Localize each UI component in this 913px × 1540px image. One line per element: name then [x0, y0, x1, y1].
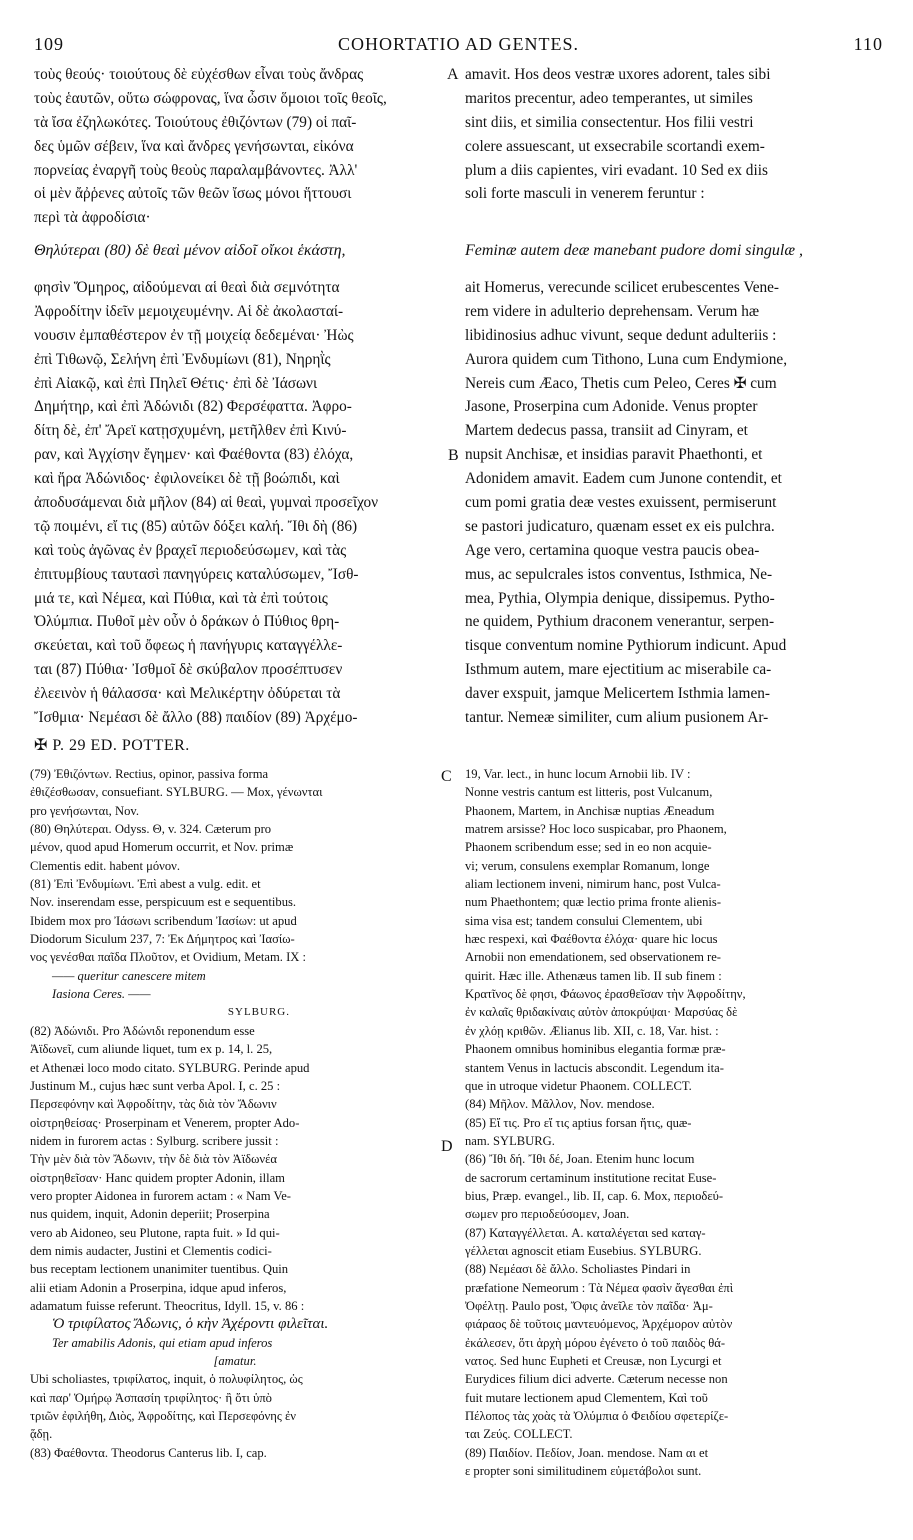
latin-top-line: plum a diis capientes, viri evadant. 10 Sed ex diis: [465, 161, 768, 179]
latin-main-line: Aurora quidem cum Tithono, Luna cum Endymione,: [465, 350, 788, 368]
footnote-left-line: Ὁ τριφίλατος Ἄδωνις, ὁ κὴν Ἀχέροντι φιλεῖται.: [52, 1316, 329, 1333]
footnote-right-line: matrem arsisse? Hoc loco suspicabar, pro Phaonem,: [465, 822, 727, 837]
latin-main-line: tisque conventum nomine Pythiorum indicunt. Apud: [465, 637, 787, 655]
footnote-left-line: vero ab Aidoneo, seu Plutone, rapta fuit. » Id qui-: [30, 1225, 280, 1240]
footnote-left-line: nidem in furorem actas : Sylburg. scribere jussit :: [30, 1133, 279, 1148]
footnote-right-line: aliam lectionem inveni, nimirum hanc, post Vulca-: [465, 877, 721, 892]
footnote-right-line: vi; verum, consulens exemplar Romanum, longe: [465, 858, 710, 873]
footnote-right-line: ἐν καλαῖς θριδακίναις αὐτὸν ἀποκρύψαι· Μαρσύας δὲ: [465, 1005, 738, 1020]
footnote-right-line: num Phaethontem; quæ lectio prima fronte alienis-: [465, 895, 722, 910]
greek-main-line: ἐπὶ Αἰακῷ, καὶ ἐπὶ Πηλεῖ Θέτις· ἐπὶ δὲ Ἰάσωνι: [34, 374, 318, 392]
footnote-right-line: que in utroque videtur Phaonem. COLLECT.: [465, 1078, 692, 1093]
latin-main-line: Jasone, Proserpina cum Adonide. Venus propter: [465, 398, 758, 416]
footnote-right-line: nam. SYLBURG.: [465, 1133, 555, 1148]
footnote-left-line: —— queritur canescere mitem: [52, 968, 206, 983]
latin-top-line: colere assuescant, ut exsecrabile scortandi exem-: [465, 137, 765, 155]
latin-main-line: cum pomi gratia deæ vestes exuissent, permiserunt: [465, 494, 777, 512]
footnote-left-line: Περσεφόνην καὶ Ἀφροδίτην, τὰς διὰ τὸν Ἄδωνιν: [30, 1097, 277, 1112]
greek-main-line: δίτη δὲ, ἐπ' Ἄρεϊ κατῃσχυμένη, μετῆλθεν ἐπὶ Κινύ-: [34, 422, 347, 440]
margin-letter-b: B: [448, 447, 459, 464]
footnote-left-line: Ibidem mox pro Ἰάσωνι scribendum Ἰασίων: ut apud: [30, 913, 297, 928]
potter-reference: ✠ P. 29 ED. POTTER.: [34, 737, 190, 754]
footnote-right-line: Ὀφέλτῃ. Paulo post, Ὄφις ἀνεῖλε τὸν παῖδα· Ἀμ-: [465, 1298, 713, 1313]
greek-main-line: Ὀλύμπια. Πυθοῖ μὲν οὖν ὁ δράκων ὁ Πύθιος θρη-: [34, 613, 340, 631]
greek-main-line: ἐπὶ Τιθωνῷ, Σελήνη ἐπὶ Ἐνδυμίωνι (81), Νηρηῒς: [34, 350, 331, 368]
greek-main-line: Δημήτηρ, καὶ ἐπὶ Ἀδώνιδι (82) Φερσέφαττα. Ἀφρο-: [34, 398, 352, 416]
greek-main-line: μιά τε, καὶ Νέμεα, καὶ Πύθια, καὶ τὰ ἐπὶ τούτοις: [34, 589, 328, 607]
latin-top-line: sint diis, et similia consectentur. Hos filii vestri: [465, 113, 754, 131]
footnote-left-line: SYLBURG.: [227, 1006, 290, 1019]
greek-main-line: ἐλεεινὸν ἡ θάλασσα· καὶ Μελικέρτην ὀδύρεται τὰ: [34, 685, 341, 703]
footnote-right-line: φιάραος δὲ τοῦτοις μαντευόμενος, Ἀρχέμορον αὐτὸν: [465, 1317, 733, 1332]
greek-top-line: πορνείας ἐναργῆ τοὺς θεοὺς παραλαμβάνοντες. Ἀλλ': [34, 161, 358, 179]
latin-top-column: [465, 63, 880, 206]
footnote-left-line: vero propter Aidonea in furorem actam : « Nam Ve-: [30, 1188, 291, 1203]
footnote-right-line: Arnobii non emendationem, sed observationem re-: [465, 950, 722, 965]
greek-main-line: ται (87) Πύθια· Ἰσθμοῖ δὲ σκύβαλον προσέπτυσεν: [34, 661, 343, 679]
greek-main-line: καὶ τοὺς ἀγῶνας ἐν βραχεῖ περιοδεύσωμεν, καὶ τὰς: [34, 541, 347, 559]
latin-top-line: maritos precentur, adeo temperantes, ut similes: [465, 89, 753, 107]
footnote-right-line: de sacrorum certaminum institutione recitat Euse-: [465, 1170, 717, 1185]
footnote-left-line: alii etiam Adonin a Proserpina, idque apud inferos,: [30, 1280, 287, 1295]
footnotes-right: [465, 765, 880, 1480]
greek-top-line: τοὺς ἑαυτῶν, οὕτω σώφρονας, ἵνα ὦσιν ὅμοιοι τοῖς θεοῖς,: [34, 89, 387, 107]
latin-main-column: [465, 276, 880, 730]
footnote-left-line: (81) Ἐπὶ Ἐνδυμίωνι. Ἐπὶ abest a vulg. edit. et: [30, 877, 261, 892]
latin-main-line: nupsit Anchisæ, et insidias paravit Phaethonti, et: [465, 446, 763, 464]
footnote-right-line: ε propter soni similitudinem εὐμετάβολοι sunt.: [465, 1464, 702, 1479]
footnote-right-line: (86) Ἴθι δή. Ἴθι δέ, Joan. Etenim hunc locum: [465, 1152, 695, 1167]
footnote-left-line: ᾅδῃ.: [30, 1427, 53, 1442]
greek-main-line: ραν, καὶ Ἀγχίσην ἔγημεν· καὶ Φαέθοντα (83) ἐλόχα,: [34, 446, 354, 464]
latin-main-line: ait Homerus, verecunde scilicet erubescentes Vene-: [465, 279, 780, 296]
latin-main-line: libidinosius adhuc vivunt, seque dedunt adulteriis :: [465, 326, 777, 344]
footnote-right-line: σωμεν pro περιοδεύσομεν, Joan.: [465, 1207, 630, 1222]
footnote-right-line: νατος. Sed hunc Eupheti et Creusæ, non Lycurgi et: [465, 1354, 722, 1368]
latin-top-line: amavit. Hos deos vestræ uxores adorent, tales sibi: [465, 66, 771, 83]
footnote-right-line: stantem Venus in lactucis abscondit. Legendum ita-: [465, 1060, 724, 1075]
footnote-left-line: Clementis edit. habent μόνον.: [30, 858, 180, 873]
homer-quote-greek: Θηλύτεραι (80) δὲ θεαὶ μένον αἰδοῖ οἴκοι ἑκάστη,: [34, 242, 346, 259]
greek-top-line: τὰ ἴσα ἐζηλωκότες. Τοιούτους ἐθιζόντων (79) οἱ παῖ-: [34, 113, 357, 131]
page-header: [34, 34, 883, 58]
right-page-number: 110: [853, 34, 883, 54]
footnote-left-line: adamatum fuisse referunt. Theocritus, Idyll. 15, v. 86 :: [30, 1298, 305, 1313]
homer-quote-latin: Feminæ autem deæ manebant pudore domi singulæ ,: [465, 242, 804, 259]
greek-main-line: ἐπιτυμβίους ταυτασὶ πανηγύρεις καταλύσωμεν, Ἴσθ-: [34, 565, 359, 583]
footnote-left-line: Diodorum Siculum 237, 7: Ἐκ Δήμητρος καὶ Ἰασίω-: [30, 932, 295, 947]
greek-top-line: τοὺς θεούς· τοιούτους δὲ εὐχέσθων εἶναι τοὺς ἄνδρας: [34, 66, 364, 83]
footnote-left-line: nus quidem, inquit, Adonin deperiit; Proserpina: [30, 1207, 270, 1222]
footnote-right-line: hæc respexi, καὶ Φαέθοντα ἐλόχα· quare hic locus: [465, 932, 718, 947]
greek-main-line: ἀποδυσάμεναι διὰ μῆλον (84) αἱ θεαὶ, γυμναὶ προσεῖχον: [34, 494, 379, 512]
footnote-right-line: Phaonem scribendum esse; sed in eo non acquie-: [465, 840, 712, 855]
margin-letter-a: A: [447, 66, 459, 83]
footnote-left-line: Ubi scholiastes, τριφίλατος, inquit, ὁ πολυφίλητος, ὡς: [30, 1372, 303, 1387]
latin-main-line: Adonidem amavit. Eadem cum Junone contendit, et: [465, 470, 782, 488]
footnote-right-line: ται Ζεύς. COLLECT.: [465, 1427, 573, 1442]
footnote-right-line: (89) Παιδίον. Πεδίον, Joan. mendose. Nam αι et: [465, 1445, 709, 1460]
footnote-left-line: Ter amabilis Adonis, qui etiam apud inferos: [52, 1335, 273, 1350]
greek-main-line: νουσιν ἐμπαθέστερον ἐν τῇ μοιχείᾳ δεδεμέναι· Ἠὼς: [34, 326, 354, 344]
greek-main-line: Ἴσθμια· Νεμέασι δὲ ἄλλο (88) παιδίον (89) Ἀρχέμο-: [34, 709, 358, 727]
latin-main-line: ne quidem, Pythium draconem venerantur, serpen-: [465, 613, 775, 631]
footnote-right-line: Phaonem, Martem, in Anchisæ nuptias Æneadum: [465, 803, 715, 818]
margin-letter-d: D: [441, 1138, 453, 1155]
footnote-left-line: bus receptam lectionem unanimiter tuentibus. Quin: [30, 1262, 289, 1277]
latin-main-line: se pastori judicaturo, quænam esset ex eis pulchra.: [465, 517, 775, 535]
footnote-left-line: et Athenæi loco modo citato. SYLBURG. Perinde apud: [30, 1060, 310, 1075]
greek-main-line: Ἀφροδίτην ἰδεῖν μεμοιχευμένην. Αἱ δὲ ἀκολασταί-: [34, 302, 344, 320]
latin-main-line: Age vero, certamina quoque vestra paucis obea-: [465, 541, 760, 559]
footnote-right-line: 19, Var. lect., in hunc locum Arnobii lib. IV :: [465, 767, 691, 781]
footnote-left-line: ἐθιζέσθωσαν, consuefiant. SYLBURG. — Mox, γένωνται: [30, 785, 323, 800]
latin-main-line: daver exspuit, jamque Melicertem Isthmia lamen-: [465, 685, 770, 703]
footnote-right-line: Eurydices filium dici adverte. Cæterum necesse non: [465, 1372, 728, 1387]
latin-top-line: soli forte masculi in venerem feruntur :: [465, 185, 705, 203]
latin-main-line: mea, Pythia, Olympia denique, dissipemus. Pytho-: [465, 589, 775, 607]
footnote-left-line: νος γενέσθαι παῖδα Πλοῦτον, et Ovidium, Metam. IX :: [30, 950, 307, 965]
footnote-right-line: Phaonem omnibus hominibus elegantia formæ præ-: [465, 1042, 726, 1057]
latin-main-line: Martem dedecus passa, transiit ad Cinyram, et: [465, 422, 748, 440]
footnote-right-line: bius, Præp. evangel., lib. II, cap. 6. Mox, περιοδεύ-: [465, 1188, 724, 1203]
footnote-right-line: Κρατῖνος δὲ φησι, Φάωνος ἐρασθεῖσαν τὴν Ἀφροδίτην,: [465, 987, 746, 1002]
latin-main-line: Isthmum autem, mare ejectitium ac miserabile ca-: [465, 661, 772, 679]
footnote-right-line: (85) Εἴ τις. Pro εἴ τις aptius forsan ἥτις, quæ-: [465, 1115, 692, 1130]
footnote-right-line: ἐν χλόῃ κριθῶν. Ælianus lib. XII, c. 18, Var. hist. :: [465, 1023, 719, 1038]
footnote-right-line: quirit. Hæc ille. Athenæus tamen lib. II sub finem :: [465, 968, 722, 983]
footnote-left-line: Ἀϊδωνεῖ, cum aliunde liquet, tum ex p. 14, l. 25,: [30, 1042, 273, 1057]
footnote-right-line: Nonne vestris cantum est litteris, post Vulcanum,: [465, 785, 713, 800]
footnote-left-line: Iasiona Ceres. ——: [52, 987, 151, 1002]
footnote-left-line: [amatur.: [213, 1354, 257, 1368]
footnote-left-line: καὶ παρ' Ὁμήρῳ Ἀσπασίη τριφίλητος· ἢ ὅτι ὑπὸ: [30, 1390, 272, 1405]
footnote-left-line: Nov. inserendam esse, perspicuum est e sequentibus.: [30, 895, 297, 910]
footnote-left-line: pro γενήσωνται, Nov.: [30, 803, 139, 818]
footnote-left-line: οἰστρηθεῖσαν· Hanc quidem propter Adonin, illam: [30, 1170, 285, 1185]
running-title: COHORTATIO AD GENTES.: [338, 34, 579, 54]
greek-main-line: τῷ ποιμένι, εἴ τις (85) αὐτῶν δόξει καλή. Ἴθι δὴ (86): [34, 517, 358, 535]
greek-main-line: καὶ ἤρα Ἀδώνιδος· ἐφιλονείκει δὲ τῇ βοώπιδι, καὶ: [34, 470, 340, 488]
footnote-right-line: Πέλοπος τὰς χοὰς τὰ Ὀλύμπια ὁ Φειδίου σφετερίζε-: [465, 1409, 729, 1424]
footnote-left-line: τριῶν ἐφιλήθη, Διὸς, Ἀφροδίτης, καὶ Περσεφόνης ἐν: [30, 1409, 296, 1424]
greek-main-line: σκεύεται, καὶ τοῦ ὄφεως ἡ πανήγυρις καταγγέλλε-: [34, 637, 343, 655]
latin-main-line: mus, ac sepulcrales istos conventus, Isthmica, Ne-: [465, 565, 773, 583]
footnote-left-line: (80) Θηλύτεραι. Odyss. Θ, v. 324. Cæterum pro: [30, 822, 272, 837]
greek-main-column: [34, 276, 449, 730]
footnote-right-line: ἐκάλεσεν, ὅτι ἀρχὴ μόρου ἐγένετο ὁ τοῦ παιδὸς θά-: [465, 1335, 726, 1350]
margin-letter-c: C: [441, 768, 452, 785]
footnote-right-line: (84) Μῆλον. Μᾶλλον, Nov. mendose.: [465, 1097, 655, 1112]
footnote-left-line: (79) Ἐθιζόντων. Rectius, opinor, passiva forma: [30, 767, 269, 781]
greek-main-line: φησὶν Ὅμηρος, αἰδούμεναι αἱ θεαὶ διὰ σεμνότητα: [34, 279, 340, 296]
footnote-left-line: dem nimis audacter, Justini et Clementis codici-: [30, 1243, 272, 1258]
footnote-left-line: Justinum M., cujus hæc sunt verba Apol. I, c. 25 :: [30, 1078, 281, 1093]
footnote-left-line: (82) Ἀδώνιδι. Pro Ἀδώνιδι reponendum esse: [30, 1023, 255, 1038]
footnote-left-line: Τὴν μὲν διὰ τὸν Ἄδωνιν, τὴν δὲ διὰ τὸν Ἀϊδωνέα: [30, 1152, 277, 1167]
footnote-right-line: præfatione Nemeorum : Τὰ Νέμεα φασὶν ἄγεσθαι ἐπὶ: [465, 1280, 734, 1295]
footnote-left-line: μένον, quod apud Homerum occurrit, et Nov. primæ: [30, 840, 294, 855]
latin-main-line: rem videre in adulterio deprehensam. Verum hæ: [465, 302, 760, 320]
footnote-right-line: sima visa est; tandem consului Clementem, ubi: [465, 913, 703, 928]
latin-main-line: tantur. Nemeæ similiter, cum alium pusionem Ar-: [465, 709, 769, 727]
latin-main-line: Nereis cum Æaco, Thetis cum Peleo, Ceres ✠ cum: [465, 374, 777, 392]
footnote-right-line: γέλλεται agnoscit etiam Eusebius. SYLBURG.: [465, 1243, 702, 1258]
footnote-right-line: (87) Καταγγέλλεται. A. καταλέγεται sed καταγ-: [465, 1225, 706, 1240]
greek-top-column: [34, 63, 449, 230]
greek-top-line: περὶ τὰ ἀφροδίσια·: [34, 209, 151, 227]
footnotes-left: [30, 765, 440, 1462]
left-page-number: 109: [34, 34, 64, 54]
footnote-right-line: (88) Νεμέασι δὲ ἄλλο. Scholiastes Pindari in: [465, 1262, 691, 1277]
footnote-right-line: fuit mutare lectionem apud Clementem, Καὶ τοῦ: [465, 1390, 708, 1405]
footnote-left-line: (83) Φαέθοντα. Theodorus Canterus lib. I, cap.: [30, 1445, 267, 1460]
greek-top-line: δες ὑμῶν σέβειν, ἵνα καὶ ἄνδρες γενήσωνται, εἰκόνα: [34, 137, 354, 155]
greek-top-line: οἱ μὲν ἄῤῥενες αὐτοῖς τῶν θεῶν ἴσως μόνοι ἥττουσι: [34, 185, 352, 203]
footnote-left-line: οἰστρηθείσας· Proserpinam et Venerem, propter Ado-: [30, 1115, 300, 1130]
